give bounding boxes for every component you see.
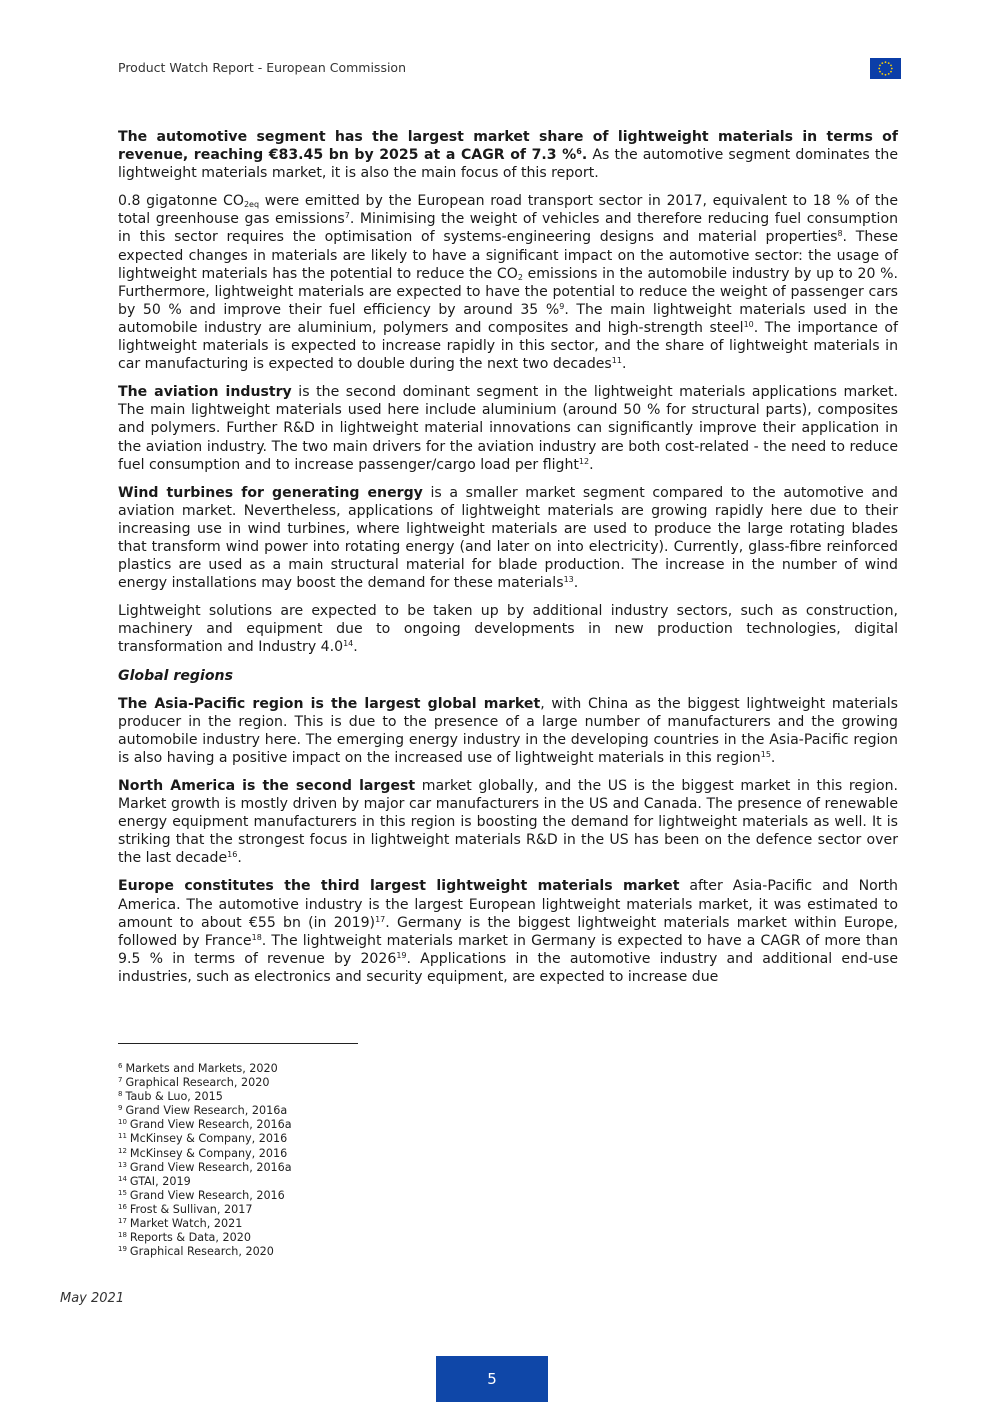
- footnote-item: $^{18}$ Reports & Data, 2020: [118, 1231, 251, 1245]
- footnote-item: $^{17}$ Market Watch, 2021: [118, 1217, 243, 1231]
- footnote-item: $^{11}$ McKinsey & Company, 2016: [118, 1132, 288, 1146]
- footnote-item: $^{14}$ GTAI, 2019: [118, 1174, 191, 1188]
- footnote-item: $^9$ Grand View Research, 2016a: [118, 1104, 288, 1118]
- paragraph-additional-sectors: Lightweight solutions are expected to be taken up by additional industry sectors, such as construction, machinery and equipment due to ongoing developments in new production technologies, digital transformation and Industry $4.0^{14}$.: [118, 603, 898, 656]
- footnote-item: $^{15}$ Grand View Research, 2016: [118, 1188, 285, 1202]
- footnotes: [118, 1062, 292, 1259]
- main-content: [118, 128, 898, 996]
- paragraph-road-transport: 0.8 gigatonne $CO_{2eq}$ were emitted by the European road transport sector in 2017, equivalent to 18 % of the total greenhouse gas emissions$^7$. Minimising the weight of vehicles and therefore reducing fuel consumption in this sector requires the optimisation of systems-engineering designs and material properties$^8$. These expected changes in materials are likely to have a significant impact on the automotive sector: the usage of lightweight materials has the potential to reduce the $CO_2$ emissions in the automobile industry by up to 20 %. Furthermore, lightweight materials are expected to have the potential to reduce the weight of passenger cars by 50 % and improve their fuel efficiency by around 35 %$^9$. The main lightweight materials used in the automobile industry are aluminium, polymers and composites and high-strength steel$^{10}$. The importance of lightweight materials is expected to increase rapidly in this sector, and the share of lightweight materials in car manufacturing is expected to double during the next two decades$^{11}$.: [118, 193, 899, 373]
- running-header: Product Watch Report - European Commission: [118, 60, 407, 75]
- footnote-item: $^{16}$ Frost & Sullivan, 2017: [118, 1202, 253, 1216]
- footer-date: May 2021: [60, 1291, 125, 1306]
- paragraph-wind-turbines: Wind turbines for generating energy is a smaller market segment compared to the automotive and aviation market. Nevertheless, applications of lightweight materials are growing rapidly here due to their increasing use in wind turbines, where lightweight materials are used to produce the large rotating blades that transform wind power into rotating energy (and later on into electricity). Currently, glass-fibre reinforced plastics are used as a main structural material for blade production. The increase in the number of wind energy installations may boost the demand for these materials$^{13}$.: [118, 484, 898, 592]
- footnote-item: $^8$ Taub & Luo, 2015: [118, 1090, 223, 1104]
- paragraph-automotive-summary: The automotive segment has the largest market share of lightweight materials in terms of revenue, reaching €83.45 bn by 2025 at a CAGR of 7.3 %$^6$. As the automotive segment dominates the lightweight materials market, it is also the main focus of this report.: [118, 129, 898, 182]
- section-heading-global-regions: Global regions: [118, 667, 233, 684]
- paragraph-asia-pacific: The Asia-Pacific region is the largest global market, with China as the biggest lightweight materials producer in the region. This is due to the presence of a large number of manufacturers and the growing automobile industry here. The emerging energy industry in the developing countries in the Asia-Pacific region is also having a positive impact on the increased use of lightweight materials in this region$^{15}$.: [118, 695, 899, 766]
- footnote-item: $^{13}$ Grand View Research, 2016a: [118, 1160, 292, 1174]
- footnote-item: $^{19}$ Graphical Research, 2020: [118, 1245, 274, 1259]
- paragraph-north-america: North America is the second largest market globally, and the US is the biggest market in this region. Market growth is mostly driven by major car manufacturers in the US and Canada. The presence of renewable energy equipment manufacturers in this region is boosting the demand for lightweight materials as well. It is striking that the strongest focus in lightweight materials R&D in the US has been on the defence sector over the last decade$^{16}$.: [118, 778, 898, 867]
- footnote-item: $^{10}$ Grand View Research, 2016a: [118, 1118, 292, 1132]
- paragraph-aviation: The aviation industry is the second dominant segment in the lightweight materials applications market. The main lightweight materials used here include aluminium (around 50 % for structural parts), composites and polymers. Further R&D in lightweight material innovations can significantly improve their application in the aviation industry. The two main drivers for the aviation industry are both cost-related - the need to reduce fuel consumption and to increase passenger/cargo load per flight$^{12}$.: [118, 384, 899, 473]
- footnote-separator: [118, 1043, 358, 1044]
- paragraph-europe: Europe constitutes the third largest lightweight materials market after Asia-Pacific and North America. The automotive industry is the largest European lightweight materials market, it was estimated to amount to about €55 bn (in 2019)$^{17}$. Germany is the biggest lightweight materials market within Europe, followed by France$^{18}$. The lightweight materials market in Germany is expected to have a CAGR of more than 9.5 % in terms of revenue by 2026$^{19}$. Applications in the automotive industry and additional end-use industries, such as electronics and security equipment, are expected to increase due: [118, 878, 899, 985]
- footnote-item: $^{12}$ McKinsey & Company, 2016: [118, 1146, 288, 1160]
- footnote-item: $^7$ Graphical Research, 2020: [118, 1076, 270, 1090]
- eu-flag-icon: [870, 58, 901, 79]
- page-number: 5: [436, 1356, 548, 1402]
- footnote-item: $^6$ Markets and Markets, 2020: [118, 1062, 278, 1075]
